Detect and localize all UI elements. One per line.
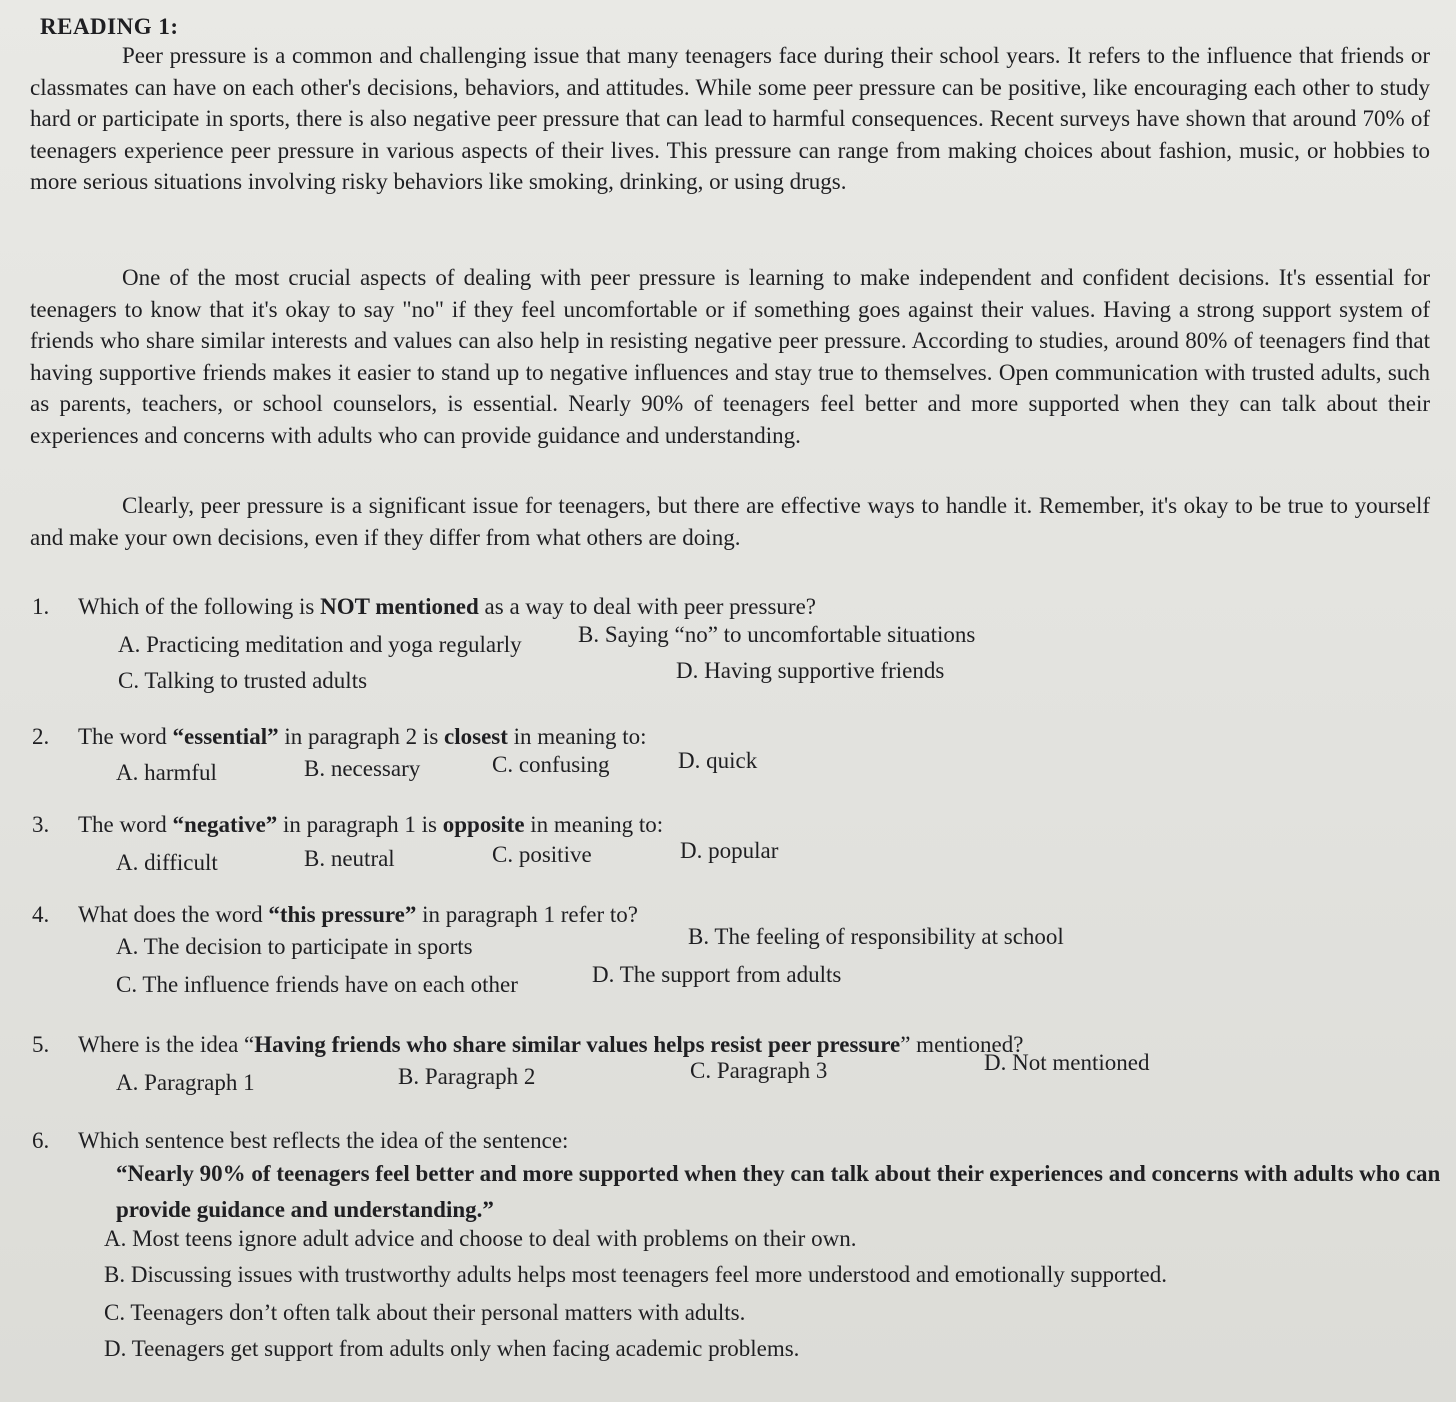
stem-text: ” mentioned?: [900, 1032, 1024, 1057]
question-5: [0, 1030, 1456, 1100]
option-c[interactable]: C. Paragraph 3: [690, 1058, 828, 1083]
option-a[interactable]: A. harmful: [116, 760, 217, 785]
option-a[interactable]: A. Most teens ignore adult advice and choose to deal with problems on their own.: [104, 1226, 857, 1251]
question-1: [0, 592, 1456, 702]
option-c[interactable]: C. confusing: [492, 752, 610, 777]
option-d[interactable]: D. Not mentioned: [984, 1050, 1150, 1075]
stem-text: in meaning to:: [524, 812, 664, 837]
question-2: [0, 722, 1456, 792]
question-stem: [32, 900, 638, 930]
option-b[interactable]: B. neutral: [304, 846, 395, 871]
stem-bold-text: “this pressure”: [268, 902, 417, 927]
stem-bold-text: NOT mentioned: [320, 594, 479, 619]
stem-bold-text: “essential”: [172, 724, 279, 749]
question-number: 1.: [32, 594, 50, 619]
question-3: [0, 810, 1456, 880]
question-stem: [32, 592, 816, 622]
reading-heading: READING 1:: [40, 14, 179, 39]
stem-text: The word: [78, 724, 173, 749]
question-stem: [32, 1030, 1023, 1060]
option-d[interactable]: D. Having supportive friends: [676, 658, 945, 683]
stem-text: as a way to deal with peer pressure?: [478, 594, 816, 619]
option-c[interactable]: C. Talking to trusted adults: [118, 668, 368, 693]
stem-bold-text: “negative”: [172, 812, 278, 837]
question-stem: [32, 722, 647, 752]
stem-text: Where is the idea “: [78, 1032, 255, 1057]
stem-text: Which sentence best reflects the idea of the sentence:: [78, 1128, 569, 1153]
option-b[interactable]: B. The feeling of responsibility at school: [688, 924, 1064, 949]
option-c[interactable]: C. The influence friends have on each other: [116, 972, 518, 997]
stem-text: What does the word: [78, 902, 269, 927]
question-number: 4.: [32, 902, 50, 927]
question-number: 6.: [32, 1128, 50, 1153]
question-number: 3.: [32, 812, 50, 837]
stem-text: in paragraph 2 is: [278, 724, 445, 749]
option-a[interactable]: A. The decision to participate in sports: [116, 934, 473, 959]
stem-text: in paragraph 1 refer to?: [416, 902, 638, 927]
question-stem: [32, 810, 663, 840]
question-number: 5.: [32, 1032, 50, 1057]
stem-text: The word: [78, 812, 173, 837]
option-b[interactable]: B. Paragraph 2: [398, 1064, 536, 1089]
paragraph-2: One of the most crucial aspects of dealing with peer pressure is learning to make independent and confident decisions. It's essential for teenagers to know that it's okay to say "no" if they feel uncomfortable or if something goes against their values. Having a strong support system of friends who share similar interests and values can also help in resisting negative peer pressure. According to studies, around 80% of teenagers find that having supportive friends makes it easier to stand up to negative influences and stay true to themselves. Open communication with trusted adults, such as parents, teachers, or school counselors, is essential. Nearly 90% of teenagers feel better and more supported when they can talk about their experiences and concerns with adults who can provide guidance and understanding.: [30, 265, 1430, 448]
paragraph-3: Clearly, peer pressure is a significant issue for teenagers, but there are effective ways to handle it. Remember, it's okay to be true to yourself and make your own decisions, even if they differ from what others are doing.: [30, 493, 1430, 550]
option-a[interactable]: A. difficult: [116, 850, 218, 875]
option-c[interactable]: C. positive: [492, 842, 592, 867]
option-d[interactable]: D. popular: [680, 838, 779, 863]
option-d[interactable]: D. Teenagers get support from adults only when facing academic problems.: [104, 1336, 800, 1361]
stem-bold-text: Having friends who share similar values helps resist peer pressure: [254, 1032, 901, 1057]
option-b[interactable]: B. Discussing issues with trustworthy adults helps most teenagers feel more understood and emotionally supported.: [104, 1262, 1167, 1287]
option-a[interactable]: A. Practicing meditation and yoga regularly: [118, 632, 522, 657]
paragraph-1: Peer pressure is a common and challenging issue that many teenagers face during their school years. It refers to the influence that friends or classmates can have on each other's decisions, behaviors, and attitudes. While some peer pressure can be positive, like encouraging each other to study hard or participate in sports, there is also negative peer pressure that can lead to harmful consequences. Recent surveys have shown that around 70% of teenagers experience peer pressure in various aspects of their lives. This pressure can range from making choices about fashion, music, or hobbies to more serious situations involving risky behaviors like smoking, drinking, or using drugs.: [30, 43, 1430, 194]
stem-bold-text: closest: [444, 724, 508, 749]
question-4: [0, 900, 1456, 1000]
option-b[interactable]: B. necessary: [304, 756, 421, 781]
option-b[interactable]: B. Saying “no” to uncomfortable situations: [578, 622, 976, 647]
question-6: [0, 1126, 1456, 1396]
quoted-sentence: “Nearly 90% of teenagers feel better and more supported when they can talk about their experiences and concerns with adults who can provide guidance and understanding.”: [116, 1161, 1441, 1222]
option-d[interactable]: D. The support from adults: [592, 962, 842, 987]
option-c[interactable]: C. Teenagers don’t often talk about their personal matters with adults.: [104, 1300, 746, 1325]
stem-text: in paragraph 1 is: [277, 812, 443, 837]
stem-text: in meaning to:: [507, 724, 647, 749]
question-number: 2.: [32, 724, 50, 749]
option-d[interactable]: D. quick: [678, 748, 758, 773]
option-a[interactable]: A. Paragraph 1: [116, 1070, 255, 1095]
stem-bold-text: opposite: [442, 812, 525, 837]
question-stem: [32, 1126, 568, 1156]
stem-text: Which of the following is: [78, 594, 321, 619]
